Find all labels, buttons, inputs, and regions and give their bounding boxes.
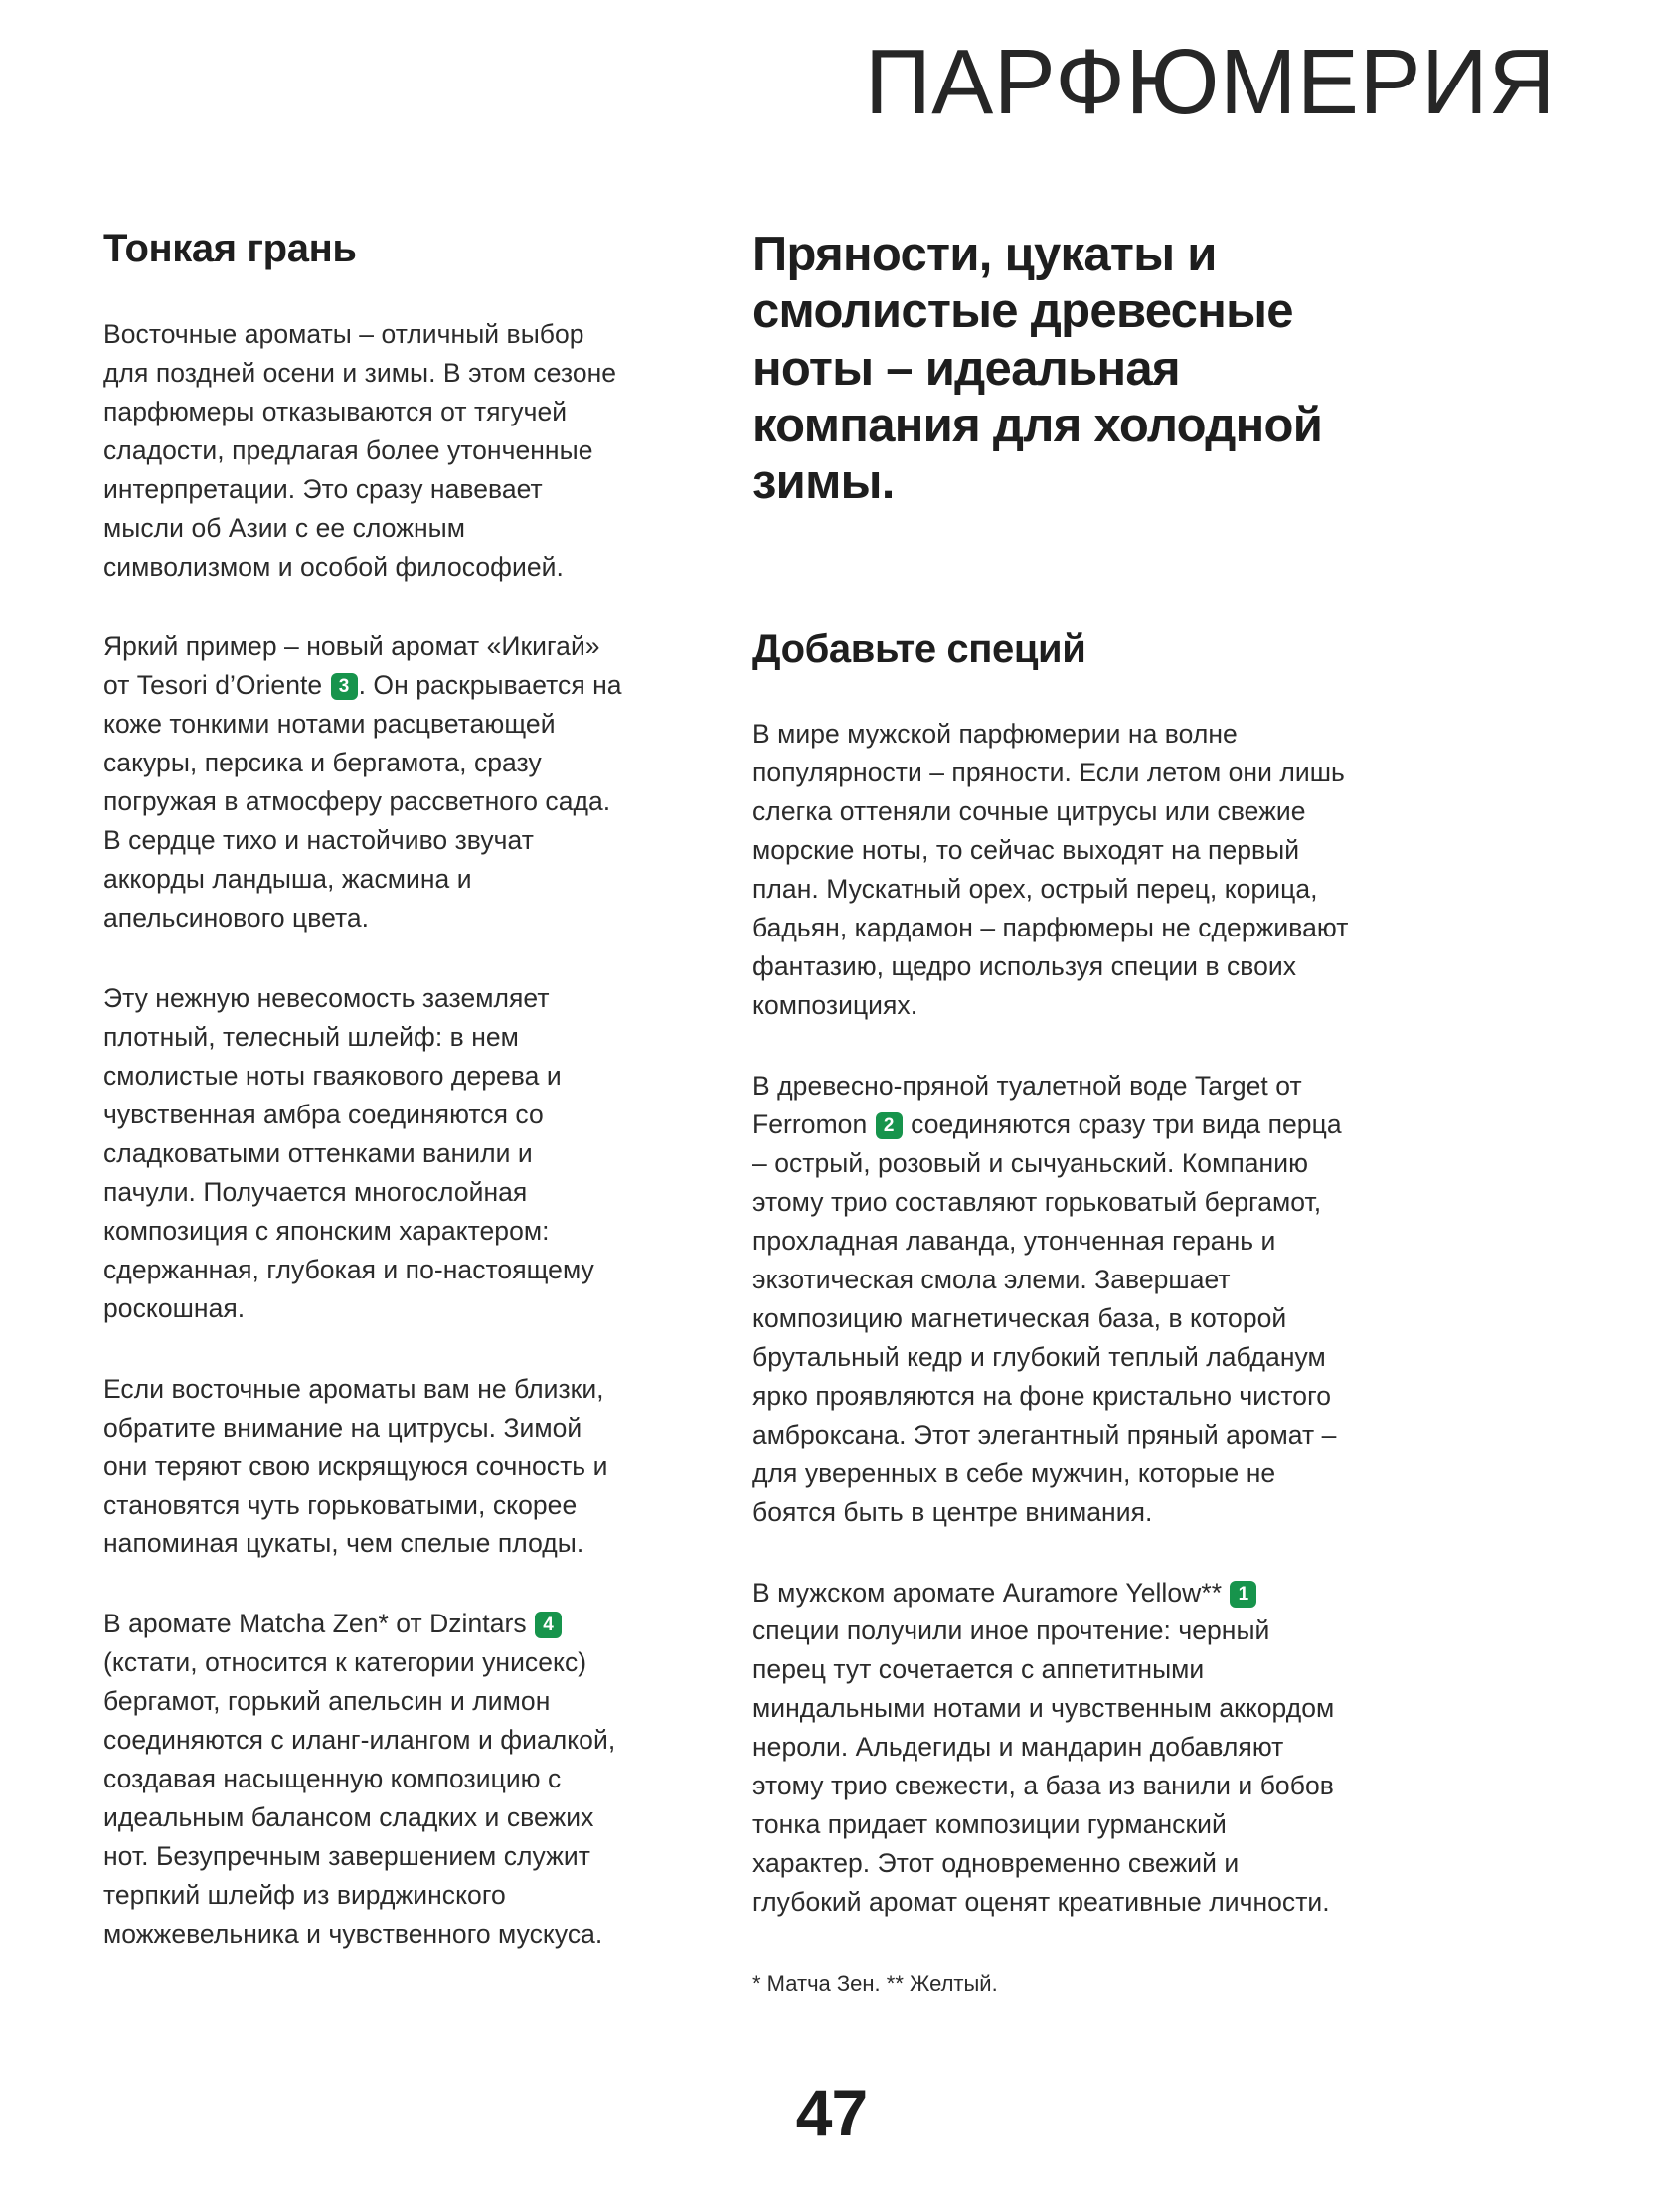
right-column: [752, 227, 1349, 2000]
page-number: 47: [795, 2076, 868, 2149]
body-paragraph: Восточные ароматы – отличный выбор для поздней осени и зимы. В этом сезоне парфюмеры отказываются от тягучей сладости, предлагая более утонченные интерпретации. Это сразу навевает мысли об Азии с ее сложным символизмом и особой философией.: [103, 318, 617, 582]
footnote: * Матча Зен. ** Желтый.: [752, 1971, 998, 1997]
right-column-heading: Добавьте специй: [752, 626, 1086, 671]
right-column-body: [752, 715, 1349, 1922]
body-paragraph: В древесно-пряной туалетной воде Target от Ferromon 2 соединяются сразу три вида перца – острый, розовый и сычуаньский. Компанию этому трио составляют горьковатый бергамот, прохладная лаванда, утонченная герань и экзотическая смола элеми. Завершает композицию магнетическая база, в которой брутальный кедр и глубокий теплый лабданум ярко проявляются на фоне кристально чистого амброксана. Этот элегантный пряный аромат – для уверенных в себе мужчин, которые не боятся быть в центре внимания.: [752, 1071, 1342, 1527]
body-paragraph: В мужском аромате Auramore Yellow** 1 специи получили иное прочтение: черный перец тут сочетается с аппетитными миндальными нотами и чувственным аккордом нероли. Альдегиды и мандарин добавляют этому трио свежести, а база из ванили и бобов тонка придает композиции гурманский характер. Этот одновременно свежий и глубокий аромат оценят креативные личности.: [752, 1577, 1335, 1918]
article-lede-headline: Пряности, цукаты и смолистые древесные ноты – идеальная компания для холодной зимы.: [752, 228, 1323, 510]
body-paragraph: В аромате Matcha Zen* от Dzintars 4 (кстати, относится к категории унисекс) бергамот, горький апельсин и лимон соединяются с иланг-илангом и фиалкой, создавая насыщенную композицию с идеальным балансом сладких и свежих нот. Безупречным завершением служит терпкий шлейф из вирджинского можжевельника и чувственного мускуса.: [103, 1609, 616, 1950]
product-number-badge[interactable]: 2: [876, 1112, 903, 1139]
page-masthead-title: ПАРФЮМЕРИЯ: [864, 30, 1556, 133]
body-paragraph: В мире мужской парфюмерии на волне популярности – пряности. Если летом они лишь слегка оттеняли сочные цитрусы или свежие морские ноты, то сейчас выходят на первый план. Мускатный орех, острый перец, корица, бадьян, кардамон – парфюмеры не сдерживают фантазию, щедро используя специи в своих композициях.: [752, 719, 1349, 1021]
body-paragraph: Яркий пример – новый аромат «Икигай» от Tesori d’Oriente 3 . Он раскрывается на коже тонкими нотами расцветающей сакуры, персика и бергамота, сразу погружая в атмосферу рассветного сада. В сердце тихо и настойчиво звучат аккорды ландыша, жасмина и апельсинового цвета.: [103, 631, 622, 934]
product-number-badge[interactable]: 3: [331, 673, 358, 700]
left-column: [103, 227, 630, 1954]
body-paragraph: Эту нежную невесомость заземляет плотный, телесный шлейф: в нем смолистые ноты гваякового дерева и чувственная амбра соединяются со сладковатыми оттенками ванили и пачули. Получается многослойная композиция с японским характером: сдержанная, глубокая и по-настоящему роскошная.: [103, 983, 594, 1323]
product-number-badge[interactable]: 1: [1230, 1581, 1256, 1608]
left-column-body: [103, 315, 630, 1954]
product-number-badge[interactable]: 4: [535, 1612, 562, 1638]
left-column-heading: Тонкая грань: [103, 227, 357, 270]
body-paragraph: Если восточные ароматы вам не близки, обратите внимание на цитрусы. Зимой они теряют свою искрящуюся сочность и становятся чуть горьковатыми, скорее напоминая цукаты, чем спелые плоды.: [103, 1373, 608, 1559]
